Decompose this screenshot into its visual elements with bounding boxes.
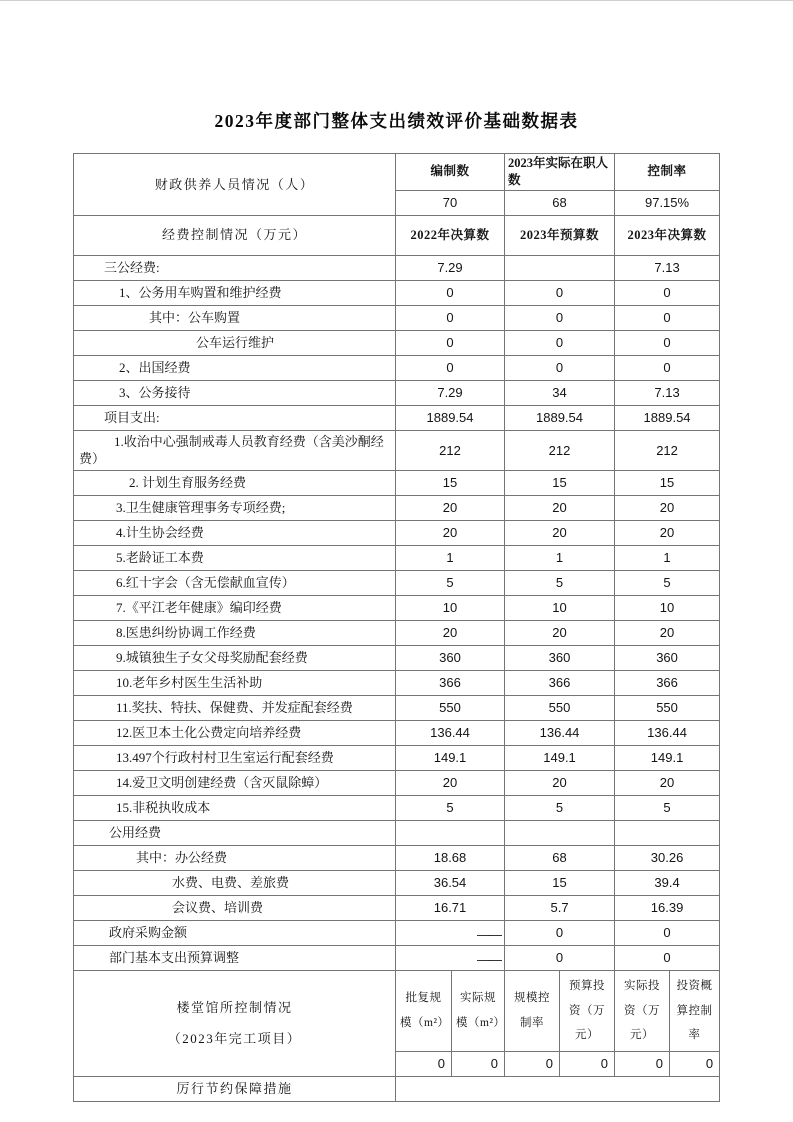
building-col-header: 预算投资（万元） <box>560 970 615 1051</box>
row-value: 20 <box>505 770 615 795</box>
row-value: 20 <box>396 520 505 545</box>
row-value: 20 <box>615 495 720 520</box>
row-value: —— <box>396 920 505 945</box>
table-row <box>74 595 720 620</box>
table-row <box>74 355 720 380</box>
table-row <box>74 495 720 520</box>
table-row <box>74 820 720 845</box>
table-row <box>74 570 720 595</box>
personnel-value: 70 <box>396 190 505 215</box>
row-value: 5 <box>505 795 615 820</box>
row-label: 6.红十字会（含无偿献血宣传） <box>74 570 396 595</box>
row-value: 0 <box>615 920 720 945</box>
table-row <box>74 330 720 355</box>
building-label-line2: （2023年完工项目） <box>167 1031 302 1047</box>
row-label: 12.医卫本土化公费定向培养经费 <box>74 720 396 745</box>
row-value: 0 <box>615 280 720 305</box>
row-label: 9.城镇独生子女父母奖励配套经费 <box>74 645 396 670</box>
row-value: —— <box>396 945 505 970</box>
building-col-header: 规模控制率 <box>505 970 560 1051</box>
row-value: 149.1 <box>615 745 720 770</box>
row-label: 10.老年乡村医生生活补助 <box>74 670 396 695</box>
row-label: 政府采购金额 <box>74 920 396 945</box>
table-row <box>74 620 720 645</box>
row-value: 1 <box>505 545 615 570</box>
building-col-header: 实际规模（m²） <box>452 970 505 1051</box>
table-row <box>74 770 720 795</box>
table-row <box>74 720 720 745</box>
row-value: 20 <box>505 520 615 545</box>
row-value: 39.4 <box>615 870 720 895</box>
thrift-value <box>396 1077 720 1102</box>
table-row <box>74 430 720 470</box>
row-value: 15 <box>505 470 615 495</box>
building-label <box>74 970 396 1076</box>
row-label: 7.《平江老年健康》编印经费 <box>74 595 396 620</box>
row-label: 会议费、培训费 <box>74 895 396 920</box>
row-value: 16.39 <box>615 895 720 920</box>
table-row <box>74 945 720 970</box>
row-value: 20 <box>396 620 505 645</box>
row-label: 其中：公车购置 <box>74 305 396 330</box>
row-value: 0 <box>505 945 615 970</box>
row-value <box>615 820 720 845</box>
building-value: 0 <box>505 1052 560 1077</box>
personnel-value: 68 <box>505 190 615 215</box>
table-row <box>74 870 720 895</box>
row-value: 0 <box>396 280 505 305</box>
row-value: 20 <box>615 770 720 795</box>
row-value: 68 <box>505 845 615 870</box>
personnel-col-header: 2023年实际在职人数 <box>505 154 615 191</box>
table-row <box>74 305 720 330</box>
row-value: 0 <box>396 355 505 380</box>
row-value: 136.44 <box>615 720 720 745</box>
row-label: 5.老龄证工本费 <box>74 545 396 570</box>
row-value: 10 <box>505 595 615 620</box>
row-label: 2. 计划生育服务经费 <box>74 470 396 495</box>
row-label: 部门基本支出预算调整 <box>74 945 396 970</box>
row-value: 0 <box>505 355 615 380</box>
row-value: 5 <box>615 570 720 595</box>
row-label: 项目支出: <box>74 405 396 430</box>
row-value: 20 <box>615 520 720 545</box>
row-value: 0 <box>505 920 615 945</box>
row-value <box>505 255 615 280</box>
row-label: 8.医患纠纷协调工作经费 <box>74 620 396 645</box>
personnel-label: 财政供养人员情况（人） <box>74 154 396 216</box>
row-value: 212 <box>505 430 615 470</box>
row-value: 7.13 <box>615 255 720 280</box>
row-label: 1.收治中心强制戒毒人员教育经费（含美沙酮经费） <box>74 430 396 470</box>
row-value: 0 <box>396 305 505 330</box>
row-value: 15 <box>396 470 505 495</box>
row-value: 136.44 <box>396 720 505 745</box>
table-row <box>74 895 720 920</box>
funds-label: 经费控制情况（万元） <box>74 215 396 255</box>
funds-col-header: 2023年预算数 <box>505 215 615 255</box>
row-value: 550 <box>396 695 505 720</box>
table-row <box>74 845 720 870</box>
table-row <box>74 380 720 405</box>
row-value: 0 <box>505 305 615 330</box>
table-row <box>74 520 720 545</box>
table-row <box>74 255 720 280</box>
building-col-header: 批复规模（m²） <box>396 970 452 1051</box>
table-row <box>74 645 720 670</box>
row-value: 36.54 <box>396 870 505 895</box>
row-value: 212 <box>615 430 720 470</box>
row-value: 366 <box>505 670 615 695</box>
row-label: 4.计生协会经费 <box>74 520 396 545</box>
thrift-row <box>74 1077 720 1102</box>
row-value: 550 <box>505 695 615 720</box>
funds-col-header: 2022年决算数 <box>396 215 505 255</box>
row-value: 20 <box>505 495 615 520</box>
row-value: 360 <box>615 645 720 670</box>
row-value: 5 <box>396 570 505 595</box>
building-header-row <box>74 970 720 1051</box>
row-value: 1889.54 <box>396 405 505 430</box>
building-value: 0 <box>560 1052 615 1077</box>
table-row <box>74 745 720 770</box>
row-value: 30.26 <box>615 845 720 870</box>
evaluation-data-table <box>73 153 720 1102</box>
thrift-label: 厉行节约保障措施 <box>74 1077 396 1102</box>
personnel-col-header: 编制数 <box>396 154 505 191</box>
table-row <box>74 670 720 695</box>
funds-header-row <box>74 215 720 255</box>
row-value: 1 <box>396 545 505 570</box>
building-value: 0 <box>615 1052 670 1077</box>
row-value: 360 <box>396 645 505 670</box>
row-value: 7.29 <box>396 255 505 280</box>
row-value: 10 <box>396 595 505 620</box>
row-value: 366 <box>615 670 720 695</box>
row-label: 1、公务用车购置和维护经费 <box>74 280 396 305</box>
personnel-header-row <box>74 154 720 191</box>
row-label: 2、出国经费 <box>74 355 396 380</box>
row-value: 212 <box>396 430 505 470</box>
row-value: 20 <box>396 770 505 795</box>
table-row <box>74 795 720 820</box>
row-value: 20 <box>615 620 720 645</box>
row-value: 149.1 <box>396 745 505 770</box>
row-value: 18.68 <box>396 845 505 870</box>
row-value: 0 <box>615 945 720 970</box>
row-value: 0 <box>505 280 615 305</box>
row-value <box>396 820 505 845</box>
row-label: 3、公务接待 <box>74 380 396 405</box>
page-title: 2023年度部门整体支出绩效评价基础数据表 <box>214 111 579 131</box>
table-row <box>74 280 720 305</box>
row-label: 其中：办公经费 <box>74 845 396 870</box>
row-value: 136.44 <box>505 720 615 745</box>
row-value: 149.1 <box>505 745 615 770</box>
row-value: 7.29 <box>396 380 505 405</box>
table-row <box>74 470 720 495</box>
building-value: 0 <box>670 1052 720 1077</box>
building-col-header: 实际投资（万元） <box>615 970 670 1051</box>
row-label: 11.奖扶、特扶、保健费、并发症配套经费 <box>74 695 396 720</box>
row-value: 0 <box>505 330 615 355</box>
personnel-col-header: 控制率 <box>615 154 720 191</box>
row-value: 1 <box>615 545 720 570</box>
building-value: 0 <box>396 1052 452 1077</box>
row-value: 10 <box>615 595 720 620</box>
row-label: 公车运行维护 <box>74 330 396 355</box>
row-value: 1889.54 <box>505 405 615 430</box>
table-row <box>74 920 720 945</box>
row-value: 5.7 <box>505 895 615 920</box>
row-value <box>505 820 615 845</box>
row-label: 公用经费 <box>74 820 396 845</box>
row-value: 15 <box>615 470 720 495</box>
row-value: 0 <box>396 330 505 355</box>
row-value: 0 <box>615 330 720 355</box>
building-col-header: 投资概算控制率 <box>670 970 720 1051</box>
row-value: 16.71 <box>396 895 505 920</box>
row-label: 水费、电费、差旅费 <box>74 870 396 895</box>
funds-col-header: 2023年决算数 <box>615 215 720 255</box>
row-value: 1889.54 <box>615 405 720 430</box>
row-label: 15.非税执收成本 <box>74 795 396 820</box>
row-value: 5 <box>396 795 505 820</box>
row-value: 550 <box>615 695 720 720</box>
building-label-line1: 楼堂馆所控制情况 <box>176 999 293 1015</box>
row-label: 14.爱卫文明创建经费（含灭鼠除蟑） <box>74 770 396 795</box>
row-value: 0 <box>615 305 720 330</box>
row-value: 366 <box>396 670 505 695</box>
spacer <box>80 1016 389 1030</box>
row-value: 5 <box>615 795 720 820</box>
row-value: 5 <box>505 570 615 595</box>
row-label: 三公经费: <box>74 255 396 280</box>
row-value: 20 <box>396 495 505 520</box>
row-value: 34 <box>505 380 615 405</box>
building-value: 0 <box>452 1052 505 1077</box>
row-label: 13.497个行政村村卫生室运行配套经费 <box>74 745 396 770</box>
row-value: 7.13 <box>615 380 720 405</box>
table-row <box>74 405 720 430</box>
table-row <box>74 695 720 720</box>
table-row <box>74 545 720 570</box>
row-value: 20 <box>505 620 615 645</box>
row-label: 3.卫生健康管理事务专项经费; <box>74 495 396 520</box>
row-value: 15 <box>505 870 615 895</box>
row-value: 360 <box>505 645 615 670</box>
personnel-value: 97.15% <box>615 190 720 215</box>
row-value: 0 <box>615 355 720 380</box>
